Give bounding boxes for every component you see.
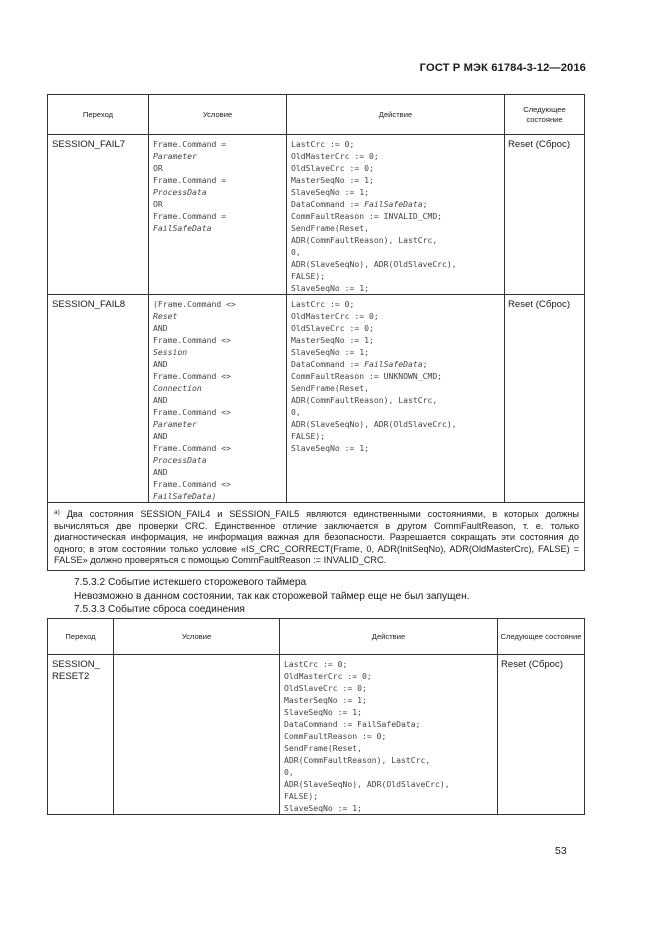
code-line: AND [153, 467, 168, 477]
code-line: SlaveSeqNo := 1; [284, 707, 362, 717]
table-row [48, 135, 585, 295]
code-line: OldSlaveCrc := 0; [291, 163, 374, 173]
code-line: CommFaultReason := 0; [284, 731, 387, 741]
column-header-condition: Условие [149, 95, 287, 135]
code-line: (Frame.Command <> [153, 299, 236, 309]
code-line: Frame.Command <> [153, 479, 231, 489]
table-row [48, 655, 585, 815]
code-line: AND [153, 359, 168, 369]
code-line: FailSafeData) [153, 491, 217, 501]
standard-designation: ГОСТ Р МЭК 61784-3-12—2016 [419, 62, 586, 74]
transition-name: SESSION_FAIL8 [48, 295, 149, 503]
code-line: ADR(SlaveSeqNo), ADR(OldSlaveCrc), [291, 419, 457, 429]
transition-table-session-fail [47, 94, 585, 571]
code-line: OldSlaveCrc := 0; [284, 683, 367, 693]
code-line: CommFaultReason := UNKNOWN_CMD; [291, 371, 443, 381]
column-header-action: Действие [287, 95, 505, 135]
code-line: Parameter [153, 419, 197, 429]
code-line: ADR(CommFaultReason), LastCrc, [291, 235, 438, 245]
code-line: FALSE); [284, 791, 319, 801]
code-line: SendFrame(Reset, [284, 743, 362, 753]
code-line: CommFaultReason := INVALID_CMD; [291, 211, 443, 221]
transition-name: SESSION_FAIL7 [48, 135, 149, 295]
code-line: AND [153, 395, 168, 405]
code-line: ADR(CommFaultReason), LastCrc, [291, 395, 438, 405]
footnote-marker: а) [54, 509, 60, 516]
code-line: SlaveSeqNo := 1; [291, 443, 369, 453]
code-line: DataCommand := FailSafeData; [284, 719, 421, 729]
code-line: AND [153, 431, 168, 441]
code-line: Frame.Command <> [153, 443, 231, 453]
code-line: FALSE); [291, 431, 326, 441]
code-line: Frame.Command = [153, 211, 227, 221]
table-row [48, 295, 585, 503]
code-line: ProcessData [153, 455, 207, 465]
column-header-transition: Переход [48, 619, 114, 655]
code-line: FailSafeData [153, 223, 212, 233]
code-line: OR [153, 163, 163, 173]
code-line: LastCrc := 0; [291, 139, 355, 149]
transition-table-session-reset [47, 618, 585, 815]
code-line: FALSE); [291, 271, 326, 281]
code-line: Parameter [153, 151, 197, 161]
section-heading-connection-reset: 7.5.3.3 Событие сброса соединения [74, 604, 245, 615]
code-line: SlaveSeqNo := 1; [291, 347, 369, 357]
code-line: SlaveSeqNo := 1; [291, 283, 369, 293]
code-line: OR [153, 199, 163, 209]
page-number: 53 [555, 845, 567, 857]
action-cell [280, 655, 498, 815]
code-line: Frame.Command <> [153, 407, 231, 417]
code-line: ADR(SlaveSeqNo), ADR(OldSlaveCrc), [291, 259, 457, 269]
code-line: OldMasterCrc := 0; [291, 311, 379, 321]
code-line: Frame.Command = [153, 175, 227, 185]
code-line: DataCommand := FailSafeData; [291, 359, 428, 369]
code-line: 0, [284, 767, 294, 777]
column-header-next-state: Следующее состояние [498, 619, 585, 655]
column-header-transition: Переход [48, 95, 149, 135]
code-line: ProcessData [153, 187, 207, 197]
code-line: LastCrc := 0; [291, 299, 355, 309]
section-paragraph: Невозможно в данном состоянии, так как сторожевой таймер еще не был запущен. [74, 591, 470, 602]
section-heading-watchdog: 7.5.3.2 Событие истекшего сторожевого таймера [74, 577, 307, 588]
code-line: Session [153, 347, 188, 357]
code-line: AND [153, 323, 168, 333]
code-line: 0, [291, 407, 301, 417]
next-state: Reset (Сброс) [505, 135, 585, 295]
code-line: 0, [291, 247, 301, 257]
footnote-text: Два состояния SESSION_FAIL4 и SESSION_FAIL5 являются единственными состояниями, в которых должны вычисляться две проверки CRC. Единственное отличие заключается в другом CommFaultReason, т. е. только диагностическая информация, не информация важная для безопасности. Разрешается сокращать эти состояния до одного; в этом состоянии только условие «IS_CRC_CORRECT(Frame, 0, ADR(InitSeqNo), ADR(OldMasterCrc), FALSE) = FALSE» должно проверяться с помощью CommFaultReason := INVALID_CRC. [54, 509, 579, 566]
code-line: Reset [153, 311, 178, 321]
next-state: Reset (Сброс) [505, 295, 585, 503]
code-line: SlaveSeqNo := 1; [291, 187, 369, 197]
code-line: ADR(SlaveSeqNo), ADR(OldSlaveCrc), [284, 779, 450, 789]
table-note-row [48, 503, 585, 571]
code-line: SlaveSeqNo := 1; [284, 803, 362, 813]
action-cell [287, 135, 505, 295]
column-header-next-state: Следующее состояние [505, 95, 585, 135]
table-footnote [48, 503, 585, 571]
code-line: OldMasterCrc := 0; [291, 151, 379, 161]
code-line: SendFrame(Reset, [291, 223, 369, 233]
code-line: Frame.Command <> [153, 371, 231, 381]
code-line: SendFrame(Reset, [291, 383, 369, 393]
condition-cell [149, 135, 287, 295]
code-line: ADR(CommFaultReason), LastCrc, [284, 755, 431, 765]
code-line: MasterSeqNo := 1; [284, 695, 367, 705]
code-line: MasterSeqNo := 1; [291, 175, 374, 185]
code-line: Frame.Command <> [153, 335, 231, 345]
code-line: LastCrc := 0; [284, 659, 348, 669]
action-cell [287, 295, 505, 503]
code-line: MasterSeqNo := 1; [291, 335, 374, 345]
column-header-action: Действие [280, 619, 498, 655]
transition-name: SESSION_ RESET2 [48, 655, 114, 815]
condition-cell [149, 295, 287, 503]
condition-cell [114, 655, 280, 815]
code-line: Connection [153, 383, 202, 393]
column-header-condition: Условие [114, 619, 280, 655]
code-line: Frame.Command = [153, 139, 227, 149]
next-state: Reset (Сброс) [498, 655, 585, 815]
code-line: OldSlaveCrc := 0; [291, 323, 374, 333]
code-line: DataCommand := FailSafeData; [291, 199, 428, 209]
code-line: OldMasterCrc := 0; [284, 671, 372, 681]
